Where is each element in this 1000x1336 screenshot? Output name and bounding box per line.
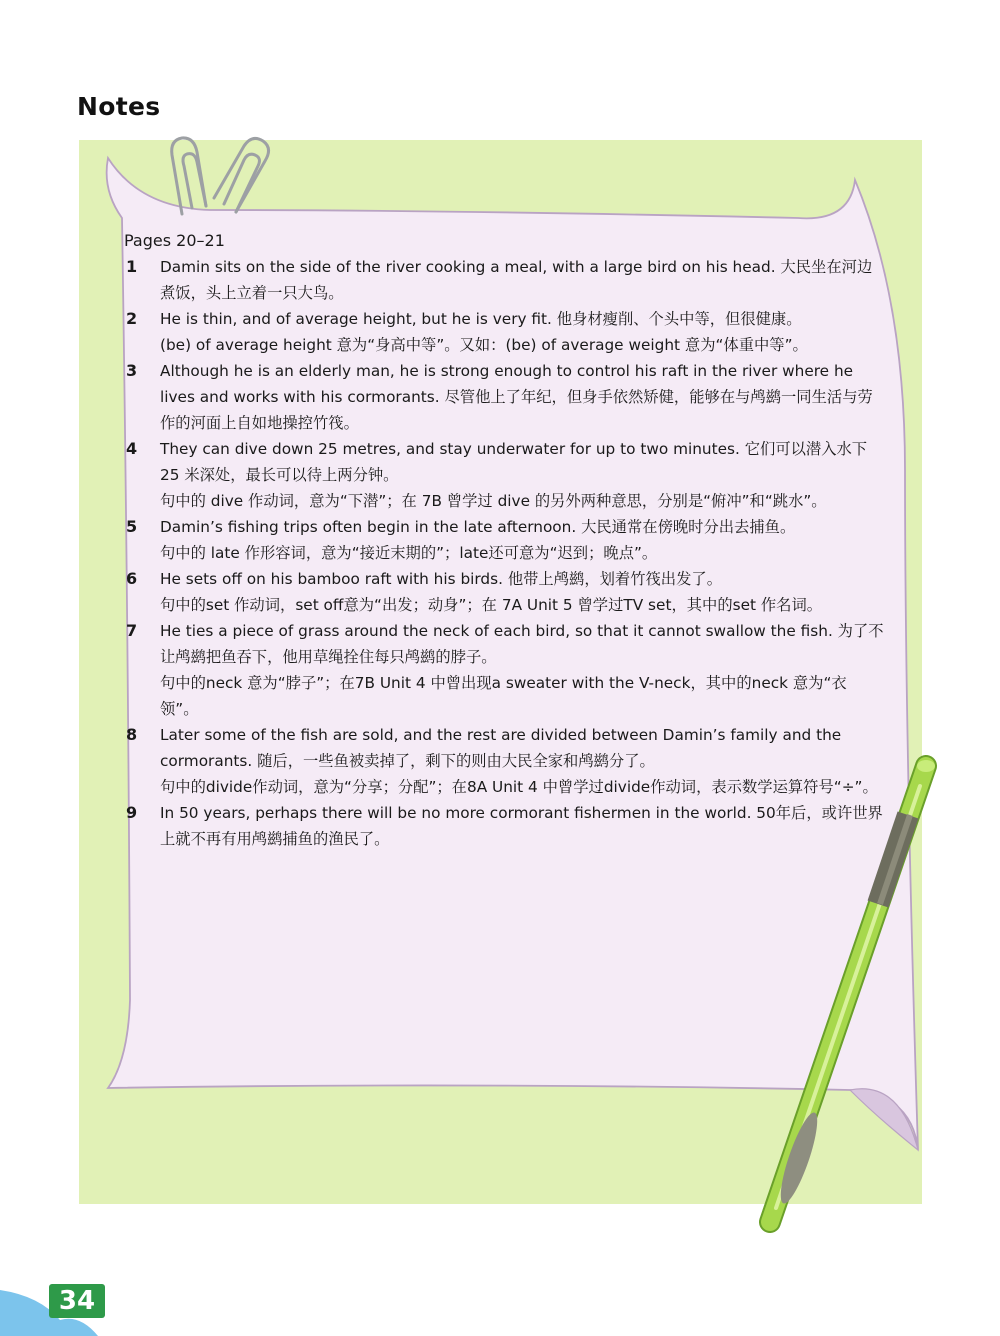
- notes-content: [124, 228, 884, 852]
- note-text: 句中的divide作动词，意为“分享；分配”；在8A Unit 4 中曾学过divide作动词，表示数学运算符号“÷”。: [160, 778, 878, 796]
- note-item: [124, 306, 884, 358]
- note-text: 句中的 late 作形容词，意为“接近末期的”；late还可意为“迟到；晚点”。: [160, 544, 658, 562]
- note-text: 句中的 dive 作动词，意为“下潜”；在 7B 曾学过 dive 的另外两种意思，分别是“俯冲”和“跳水”。: [160, 492, 827, 510]
- note-number: 9: [126, 803, 138, 822]
- note-text: (be) of average height 意为“身高中等”。又如：(be) of average weight 意为“体重中等”。: [160, 336, 808, 354]
- note-text: Damin’s fishing trips often begin in the late afternoon. 大民通常在傍晚时分出去捕鱼。: [160, 518, 796, 536]
- page-number-badge: 34: [49, 1284, 105, 1318]
- note-text: Damin sits on the side of the river cooking a meal, with a large bird on his head. 大民坐在河边煮饭，头上立着一只大鸟。: [160, 258, 873, 302]
- note-text: Although he is an elderly man, he is strong enough to control his raft in the river where he lives and works with his cormorants. 尽管他上了年纪，但身手依然矫健，能够在与鸬鹚一同生活与劳作的河面上自如地操控竹筏。: [160, 362, 873, 432]
- note-number: 6: [126, 569, 138, 588]
- note-text: 句中的set 作动词，set off意为“出发；动身”；在 7A Unit 5 曾学过TV set，其中的set 作名词。: [160, 596, 823, 614]
- page-heading: Notes: [77, 92, 161, 121]
- note-item: [124, 722, 884, 800]
- note-number: 5: [126, 517, 138, 536]
- note-item: [124, 254, 884, 306]
- note-item: [124, 514, 884, 566]
- note-item: [124, 618, 884, 722]
- note-number: 7: [126, 621, 138, 640]
- note-text: 句中的neck 意为“脖子”；在7B Unit 4 中曾出现a sweater with the V-neck，其中的neck 意为“衣领”。: [160, 674, 847, 718]
- note-text: He is thin, and of average height, but he is very fit. 他身材瘦削、个头中等，但很健康。: [160, 310, 802, 328]
- paper-clip-icon: [214, 138, 269, 212]
- note-text: He ties a piece of grass around the neck of each bird, so that it cannot swallow the fish. 为了不让鸬鹚把鱼吞下，他用草绳拴住每只鸬鹚的脖子。: [160, 622, 884, 666]
- note-number: 4: [126, 439, 138, 458]
- note-item: [124, 436, 884, 514]
- pages-label: Pages 20–21: [124, 231, 225, 250]
- note-text: In 50 years, perhaps there will be no more cormorant fishermen in the world. 50年后，或许世界上就不再有用鸬鹚捕鱼的渔民了。: [160, 804, 883, 848]
- note-item: [124, 800, 884, 852]
- note-number: 1: [126, 257, 138, 276]
- note-item: [124, 358, 884, 436]
- note-text: He sets off on his bamboo raft with his birds. 他带上鸬鹚，划着竹筏出发了。: [160, 570, 722, 588]
- note-text: Later some of the fish are sold, and the rest are divided between Damin’s family and the cormorants. 随后，一些鱼被卖掉了，剩下的则由大民全家和鸬鹚分了。: [160, 726, 842, 770]
- note-number: 8: [126, 725, 138, 744]
- paper-clip-icon: [172, 138, 206, 214]
- notes-list: [124, 254, 884, 852]
- note-number: 3: [126, 361, 138, 380]
- note-text: They can dive down 25 metres, and stay underwater for up to two minutes. 它们可以潜入水下 25 米深处，最长可以待上两分钟。: [160, 440, 868, 484]
- note-number: 2: [126, 309, 138, 328]
- note-item: [124, 566, 884, 618]
